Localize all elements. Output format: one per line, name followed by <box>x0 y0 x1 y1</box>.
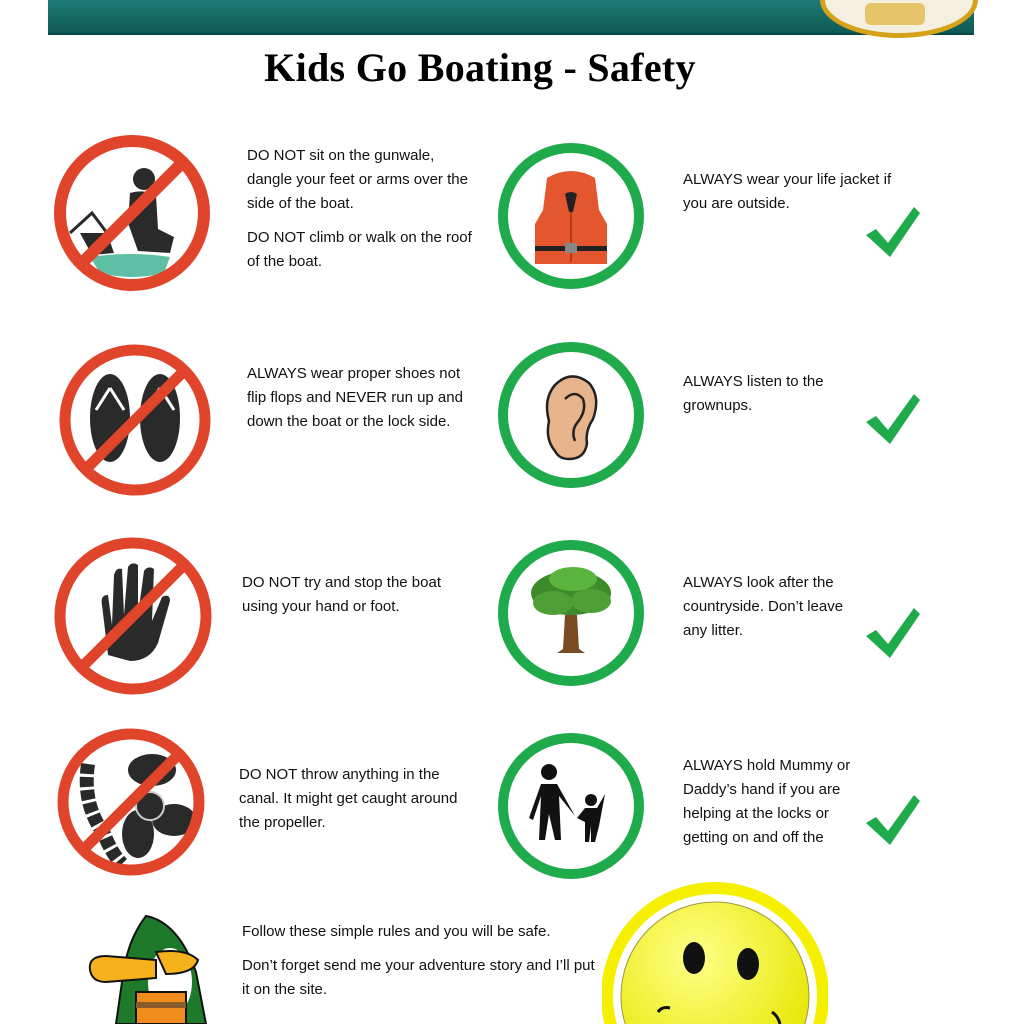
rule-shoes-line: ALWAYS wear proper shoes not flip flops and NEVER run up and down the boat or the lock side. <box>247 365 463 430</box>
rule-listen-line: ALWAYS listen to the grownups. <box>683 373 824 414</box>
rule-text-countryside <box>683 571 858 653</box>
no-rope-propeller-icon <box>52 724 210 880</box>
checkmark-icon <box>864 205 922 259</box>
parent-child-icon <box>495 730 647 882</box>
no-hand-stop-icon <box>50 535 216 697</box>
rule-text-listen <box>683 370 843 428</box>
checkmark-icon <box>864 392 922 446</box>
rule-text-hold-hand <box>683 754 863 860</box>
rule-hold-hand-line: ALWAYS hold Mummy or Daddy’s hand if you are helping at the locks or getting on and off the <box>683 757 851 846</box>
tree-icon <box>495 537 647 689</box>
footer-text <box>242 920 602 1012</box>
checkmark-icon <box>864 606 922 660</box>
checkmark-icon <box>864 793 922 847</box>
rule-gunwale-line: DO NOT sit on the gunwale, dangle your feet or arms over the side of the boat. <box>247 147 468 212</box>
rule-countryside-line: ALWAYS look after the countryside. Don’t leave any litter. <box>683 574 844 639</box>
rule-hand-line: DO NOT try and stop the boat using your hand or foot. <box>242 574 441 615</box>
rule-text-gunwale <box>247 144 472 284</box>
rule-lifejacket-line: ALWAYS wear your life jacket if you are outside. <box>683 171 892 212</box>
footer-line-1: Follow these simple rules and you will be safe. <box>242 923 551 940</box>
no-sitting-on-gunwale-icon <box>52 133 212 293</box>
page-title: Kids Go Boating - Safety <box>264 45 696 90</box>
rule-text-propeller <box>239 763 474 845</box>
penguin-mascot-icon <box>86 912 216 1024</box>
rule-text-shoes <box>247 362 472 444</box>
footer-line-2: Don’t forget send me your adventure story and I’ll put it on the site. <box>242 957 595 998</box>
no-flip-flops-icon <box>58 340 213 500</box>
ear-icon <box>495 339 647 491</box>
rule-text-hand <box>242 571 467 629</box>
life-jacket-icon <box>495 140 647 292</box>
rule-propeller-line: DO NOT throw anything in the canal. It might get caught around the propeller. <box>239 766 458 831</box>
smiley-face-icon <box>602 876 828 1024</box>
rule-roof-line: DO NOT climb or walk on the roof of the boat. <box>247 229 472 270</box>
